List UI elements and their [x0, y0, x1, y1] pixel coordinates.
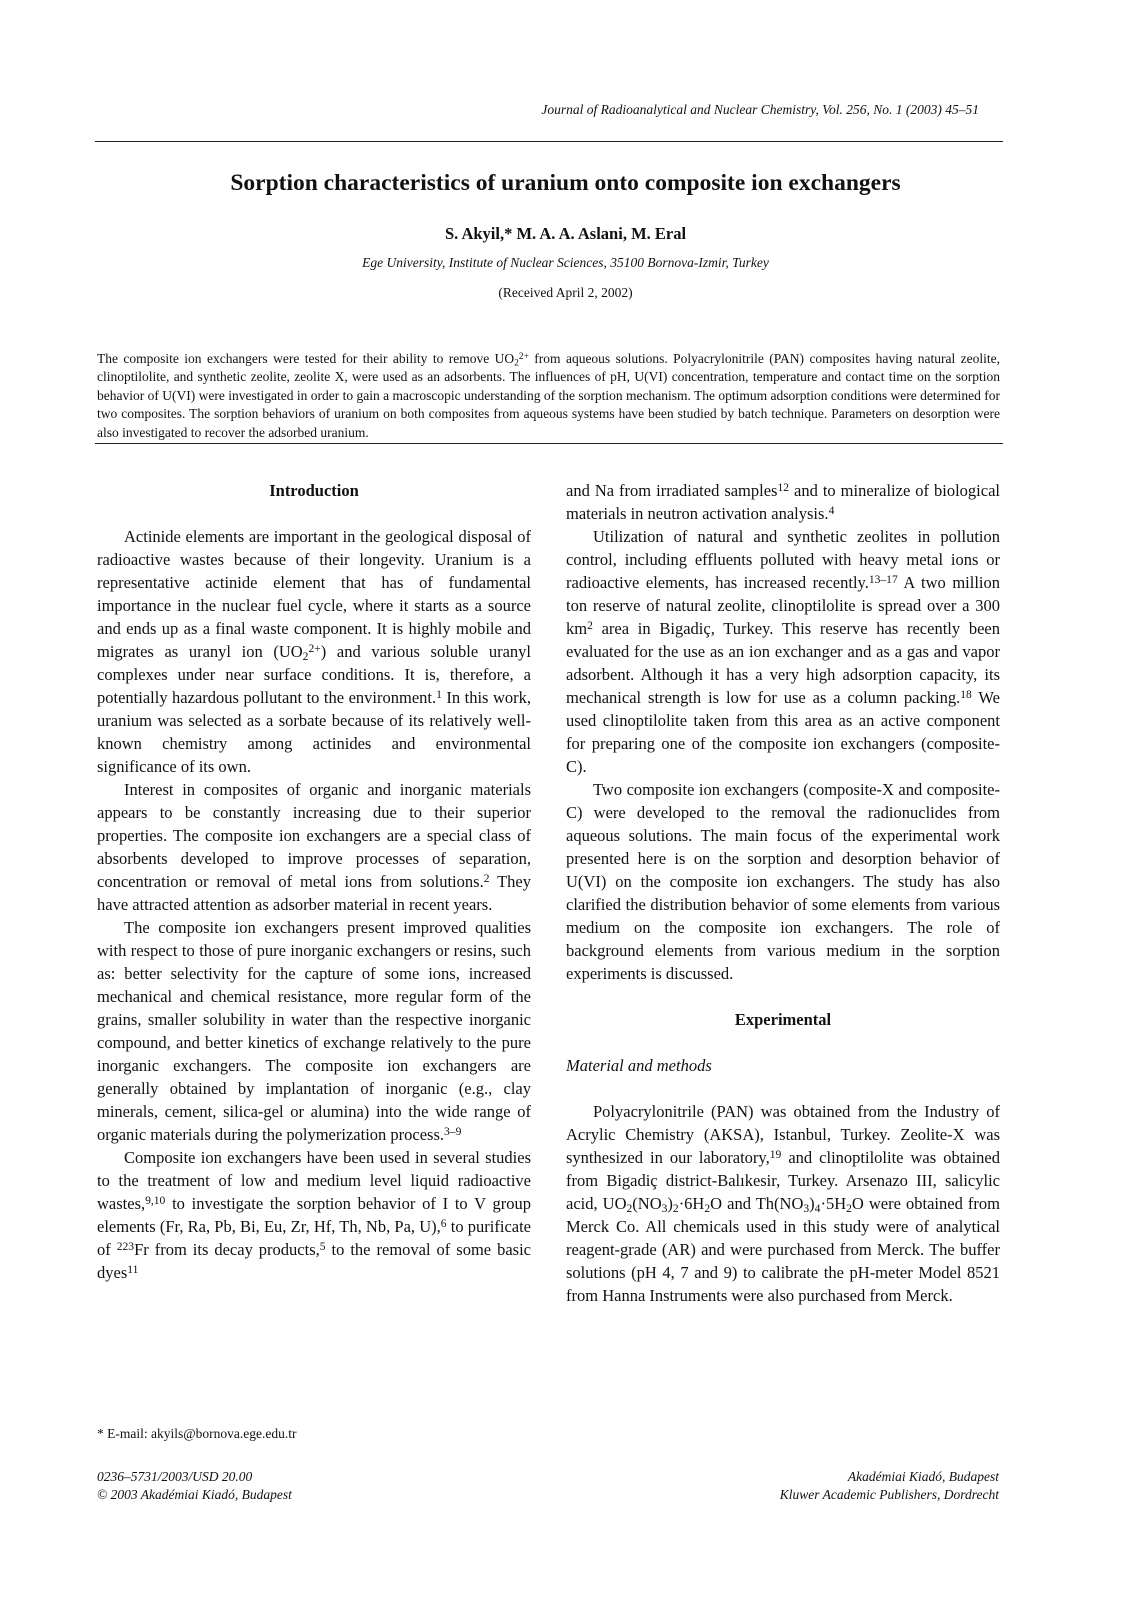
- footer-right: [780, 1468, 999, 1504]
- section-heading-introduction: Introduction: [269, 481, 359, 500]
- paragraph: Two composite ion exchangers (composite-X and composite-C) were developed to the removal the radionuclides from aqueous solutions. The main focus of the experimental work presented here is on the sorption and desorption behavior of U(VI) on the composite ion exchangers. The study has also clarified the distribution behavior of some elements from various medium on the composite ion exchangers. The role of background elements from various medium in the sorption experiments is discussed.: [566, 780, 1000, 983]
- paragraph: The composite ion exchangers present improved qualities with respect to those of pure inorganic exchangers or resins, such as: better selectivity for the capture of some ions, increased mechanical and chemical resistance, more regular form of the grains, smaller solubility in water than the respective inorganic compound, and better kinetics of exchange relatively to the pure inorganic exchangers. The composite ion exchangers are generally obtained by implantation of inorganic (e.g., clay minerals, cement, silica-gel or alumina) into the wide range of organic materials during the polymerization process.$^{3-9}$: [97, 918, 531, 1144]
- journal-citation: Journal of Radioanalytical and Nuclear Chemistry, Vol. 256, No. 1 (2003) 45–51: [541, 102, 979, 117]
- received-date: (Received April 2, 2002): [498, 285, 633, 300]
- footer-publisher-2: Kluwer Academic Publishers, Dordrecht: [779, 1487, 999, 1502]
- right-column: [566, 479, 1000, 1307]
- footer-left: [97, 1468, 292, 1504]
- footer-copyright: © 2003 Akadémiai Kiadó, Budapest: [97, 1487, 292, 1502]
- authors: S. Akyil,* M. A. A. Aslani, M. Eral: [444, 224, 687, 243]
- paragraph: Actinide elements are important in the geological disposal of radioactive wastes because of their longevity. Uranium is a representative actinide element that has of fundamental importance in the nuclear fuel cycle, where it starts as a source and ends up as a final waste component. It is highly mobile and migrates as uranyl ion $(UO_2^{2+})$ and various soluble uranyl complexes under near surface conditions. It is, therefore, a potentially hazardous pollutant to the environment.$^1$ In this work, uranium was selected as a sorbate because of its relatively well-known chemistry among actinides and environmental significance of its own.: [97, 527, 531, 776]
- header-rule: [95, 141, 1003, 142]
- footer-publisher: Akadémiai Kiadó, Budapest: [847, 1469, 999, 1484]
- subsection-heading: Material and methods: [566, 1056, 712, 1075]
- footer-issn: 0236–5731/2003/USD 20.00: [97, 1469, 253, 1484]
- paragraph-continued: and Na from irradiated samples$^{12}$ and to mineralize of biological materials in neutron activation analysis.$^4$: [566, 481, 1000, 523]
- paragraph: Composite ion exchangers have been used in several studies to the treatment of low and medium level liquid radioactive wastes,$^{9,10}$ to investigate the sorption behavior of I to V group elements (Fr, Ra, Pb, Bi, Eu, Zr, Hf, Th, Nb, Pa, U),$^6$ to purificate of $^{223}$Fr from its decay products,$^5$ to the removal of some basic dyes$^{11}$: [97, 1148, 531, 1282]
- left-column: [97, 479, 531, 1284]
- paragraph: Utilization of natural and synthetic zeolites in pollution control, including effluents polluted with heavy metal ions or radioactive elements, has increased recently.$^{13-17}$ A two million ton reserve of natural zeolite, clinoptilolite is spread over a 300 $km^2$ area in Bigadiç, Turkey. This reserve has recently been evaluated for the use as an ion exchanger and as a gas and vapor adsorbent. Although it has a very high adsorption capacity, its mechanical strength is low for use as a column packing.$^{18}$ We used clinoptilolite taken from this area as an active component for preparing one of the composite ion exchangers (composite-C).: [566, 527, 1001, 776]
- affiliation: Ege University, Institute of Nuclear Sciences, 35100 Bornova-Izmir, Turkey: [362, 255, 769, 270]
- footnote-email: * E-mail: akyils@bornova.ege.edu.tr: [97, 1426, 297, 1441]
- article-title: Sorption characteristics of uranium onto composite ion exchangers: [230, 170, 901, 196]
- paragraph: Polyacrylonitrile (PAN) was obtained from the Industry of Acrylic Chemistry (AKSA), Istanbul, Turkey. Zeolite-X was synthesized in our laboratory,$^{19}$ and clinoptilolite was obtained from Bigadiç district-Balıkesir, Turkey. Arsenazo III, salicylic acid, $UO_2(NO_3)_2\cdot 6H_2O$ and $Th(NO_3)_4\cdot 5H_2O$ were obtained from Merck Co. All chemicals used in this study were of analytical reagent-grade (AR) and were purchased from Merck. The buffer solutions (pH 4, 7 and 9) to calibrate the pH-meter Model 8521 from Hanna Instruments were also purchased from Merck.: [566, 1102, 1001, 1305]
- abstract-rule: [95, 443, 1003, 444]
- abstract: The composite ion exchangers were tested for their ability to remove $UO_2^{2+}$ from aqueous solutions. Polyacrylonitrile (PAN) composites having natural zeolite, clinoptilolite, and synthetic zeolite, zeolite X, were used as an adsorbents. The influences of pH, U(VI) concentration, temperature and contact time on the sorption behavior of U(VI) were investigated in order to gain a macroscopic understanding of the sorption mechanism. The optimum adsorption conditions were determined for two composites. The sorption behaviors of uranium on both composites from aqueous systems have been studied by batch technique. Parameters on desorption were also investigated to recover the adsorbed uranium.: [97, 351, 1000, 440]
- paragraph: Interest in composites of organic and inorganic materials appears to be constantly increasing due to their superior properties. The composite ion exchangers are a special class of absorbents developed to improve processes of separation, concentration or removal of metal ions from solutions.$^2$ They have attracted attention as adsorber material in recent years.: [97, 780, 531, 914]
- section-heading-experimental: Experimental: [734, 1010, 832, 1029]
